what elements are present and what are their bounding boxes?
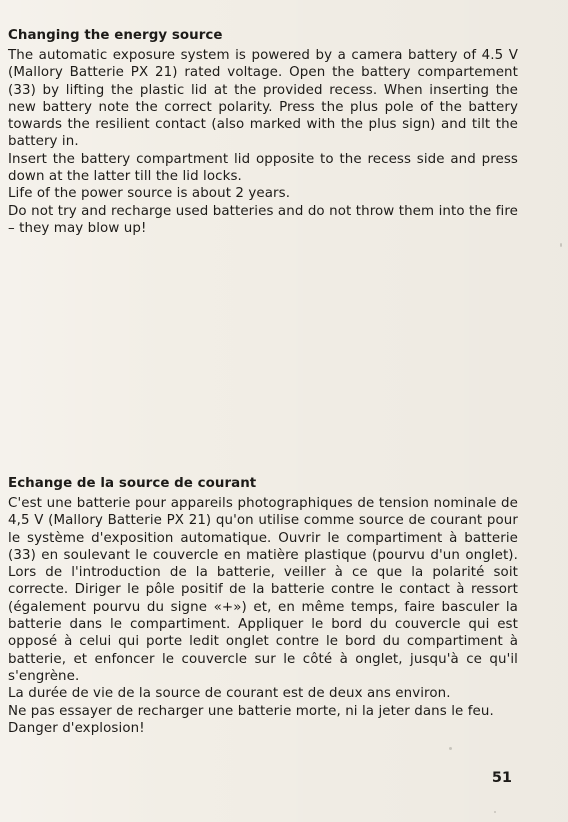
french-section — [8, 475, 518, 737]
english-paragraph-warning: Do not try and recharge used batteries and do not throw them into the fire – they may blow up! — [8, 203, 518, 236]
english-paragraph-battery-instructions: The automatic exposure system is powered by a camera battery of 4.5 V (Mallory Batterie PX 21) rated voltage. Open the battery compartement (33) by lifting the plastic lid at the provided recess. When inserting the new battery note the correct polarity. Press the plus pole of the battery towards the resilient contact (also marked with the plus sign) and tilt the battery in. — [8, 48, 518, 150]
english-section — [8, 27, 518, 237]
english-paragraph-life: Life of the power source is about 2 years. — [8, 186, 291, 202]
paper-speck — [449, 747, 452, 750]
paper-speck — [494, 811, 496, 813]
french-paragraph-battery-instructions: C'est une batterie pour appareils photographiques de tension nominale de 4,5 V (Mallory Batterie PX 21) qu'on utilise comme source de courant pour le système d'exposition automatique. Ouvrir le compartiment à batterie (33) en soulevant le couvercle en matière plastique (pourvu d'un onglet). Lors de l'introduction de la batterie, veiller à ce que la polarité soit correcte. Diriger le pôle positif de la batterie contre le contact à ressort (également pourvu du signe «+») et, en même temps, faire basculer la batterie dans le compartiment. Appliquer le bord du couvercle qui est opposé à celui qui porte ledit onglet contre le bord du compartiment à batterie, et enfoncer le couvercle sur le côté à onglet, jusqu'à ce qu'il s'engrène. — [8, 496, 518, 684]
french-paragraph-danger: Danger d'explosion! — [8, 720, 145, 736]
english-paragraph-lid: Insert the battery compartment lid opposite to the recess side and press down at the latter till the lid locks. — [8, 151, 518, 185]
french-paragraph-life: La durée de vie de la source de courant est de deux ans environ. — [8, 686, 451, 702]
french-heading: Echange de la source de courant — [8, 476, 257, 491]
english-heading: Changing the energy source — [8, 28, 223, 43]
french-paragraph-warning: Ne pas essayer de recharger une batterie morte, ni la jeter dans le feu. — [8, 703, 494, 719]
paper-speck — [560, 243, 562, 247]
page-number: 51 — [491, 770, 512, 786]
